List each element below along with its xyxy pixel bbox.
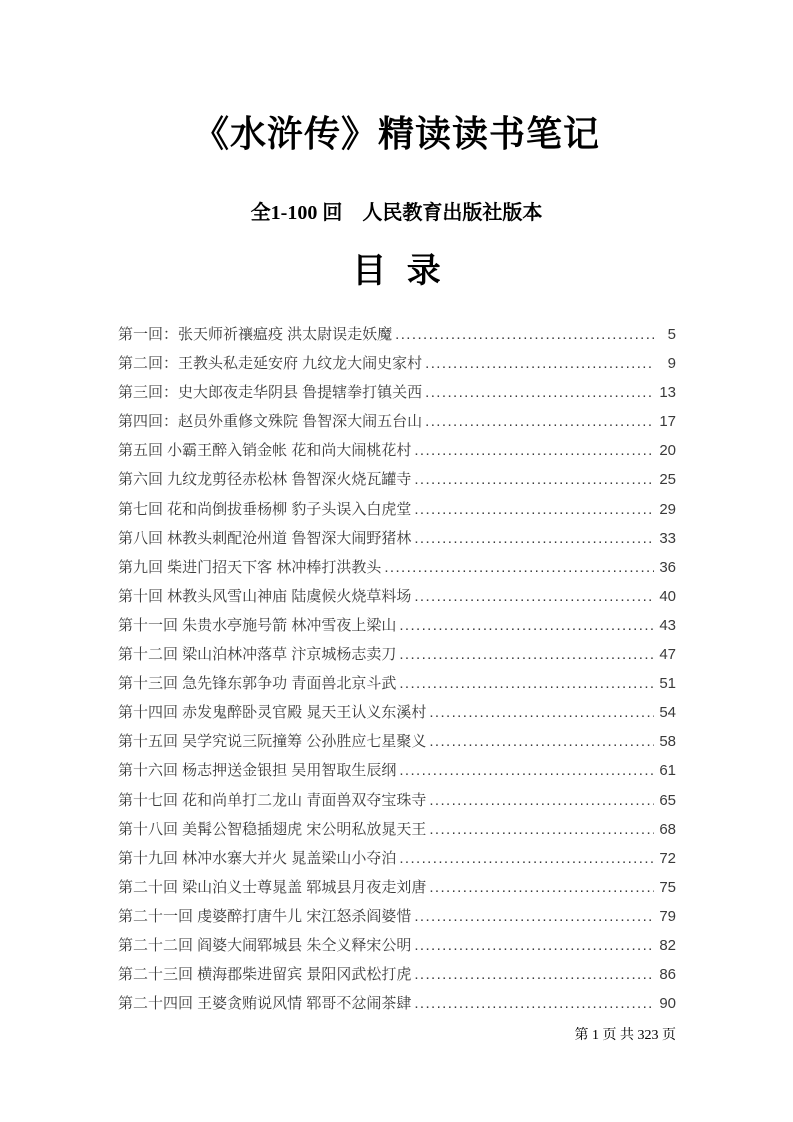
dot-leader bbox=[414, 495, 654, 524]
toc-entry-title: 第五回 小霸王醉入销金帐 花和尚大闹桃花村 bbox=[118, 442, 412, 460]
toc-entry-title: 第十三回 急先锋东郭争功 青面兽北京斗武 bbox=[118, 675, 397, 693]
toc-entry-title: 第九回 柴进门招天下客 林冲棒打洪教头 bbox=[118, 558, 382, 576]
dot-leader bbox=[414, 989, 654, 1018]
dot-leader bbox=[399, 669, 654, 698]
toc-entry-page-number: 33 bbox=[659, 529, 676, 547]
toc-entry[interactable] bbox=[118, 320, 676, 349]
toc-entry-title: 第二十回 梁山泊义士尊晁盖 郓城县月夜走刘唐 bbox=[118, 878, 427, 896]
dot-leader bbox=[429, 786, 654, 815]
toc-entry[interactable] bbox=[118, 553, 676, 582]
toc-entry-page-number: 79 bbox=[659, 907, 676, 925]
dot-leader bbox=[384, 553, 654, 582]
toc-entry-title: 第二十二回 阎婆大闹郓城县 朱仝义释宋公明 bbox=[118, 936, 412, 954]
toc-entry-title: 第四回：赵员外重修文殊院 鲁智深大闹五台山 bbox=[118, 413, 423, 431]
toc-entry-title: 第十二回 梁山泊林冲落草 汴京城杨志卖刀 bbox=[118, 646, 397, 664]
toc-entry-title: 第七回 花和尚倒拔垂杨柳 豹子头误入白虎堂 bbox=[118, 500, 412, 518]
toc-entry[interactable] bbox=[118, 815, 676, 844]
toc-entry[interactable] bbox=[118, 698, 676, 727]
toc-entry[interactable] bbox=[118, 844, 676, 873]
toc-entry[interactable] bbox=[118, 727, 676, 756]
toc-entry[interactable] bbox=[118, 669, 676, 698]
toc-entry[interactable] bbox=[118, 989, 676, 1018]
toc-entry-page-number: 20 bbox=[659, 442, 676, 460]
toc-entry[interactable] bbox=[118, 873, 676, 902]
toc-entry-page-number: 90 bbox=[659, 995, 676, 1013]
toc-entry-page-number: 36 bbox=[659, 558, 676, 576]
toc-entry-title: 第十六回 杨志押送金银担 吴用智取生辰纲 bbox=[118, 762, 397, 780]
toc-entry[interactable] bbox=[118, 407, 676, 436]
toc-entry[interactable] bbox=[118, 902, 676, 931]
toc-entry[interactable] bbox=[118, 960, 676, 989]
dot-leader bbox=[399, 611, 654, 640]
dot-leader bbox=[425, 378, 654, 407]
toc-entry-page-number: 61 bbox=[659, 762, 676, 780]
toc-entry-title: 第十九回 林冲水寨大并火 晁盖梁山小夺泊 bbox=[118, 849, 397, 867]
toc-entry-title: 第十四回 赤发鬼醉卧灵官殿 晁天王认义东溪村 bbox=[118, 704, 427, 722]
dot-leader bbox=[414, 960, 654, 989]
toc-entry-title: 第十五回 吴学究说三阮撞筹 公孙胜应七星聚义 bbox=[118, 733, 427, 751]
toc-entry-page-number: 68 bbox=[659, 820, 676, 838]
toc-entry-title: 第二十三回 横海郡柴进留宾 景阳冈武松打虎 bbox=[118, 966, 412, 984]
toc-entry-title: 第十八回 美髯公智稳插翅虎 宋公明私放晁天王 bbox=[118, 820, 427, 838]
toc-entry-page-number: 25 bbox=[659, 471, 676, 489]
toc-entry-page-number: 82 bbox=[659, 936, 676, 954]
dot-leader bbox=[414, 902, 654, 931]
toc-entry[interactable] bbox=[118, 465, 676, 494]
toc-entry-page-number: 17 bbox=[659, 413, 676, 431]
dot-leader bbox=[414, 436, 654, 465]
dot-leader bbox=[425, 407, 654, 436]
dot-leader bbox=[425, 349, 654, 378]
toc-entry-title: 第一回：张天师祈禳瘟疫 洪太尉误走妖魔 bbox=[118, 326, 393, 343]
toc-entry[interactable] bbox=[118, 582, 676, 611]
toc-entry[interactable] bbox=[118, 436, 676, 465]
dot-leader bbox=[414, 465, 654, 494]
toc-entry-title: 第八回 林教头刺配沧州道 鲁智深大闹野猪林 bbox=[118, 529, 412, 547]
dot-leader bbox=[399, 756, 654, 785]
toc-entry[interactable] bbox=[118, 495, 676, 524]
dot-leader bbox=[414, 524, 654, 553]
toc-entry-page-number: 54 bbox=[659, 704, 676, 722]
toc-entry[interactable] bbox=[118, 378, 676, 407]
dot-leader bbox=[395, 320, 654, 349]
toc-entry-title: 第六回 九纹龙剪径赤松林 鲁智深火烧瓦罐寺 bbox=[118, 471, 412, 489]
toc-entry-title: 第十七回 花和尚单打二龙山 青面兽双夺宝珠寺 bbox=[118, 791, 427, 809]
toc-entry-page-number: 75 bbox=[659, 878, 676, 896]
toc-entry-page-number: 29 bbox=[659, 500, 676, 518]
toc-entry[interactable] bbox=[118, 640, 676, 669]
toc-entry-title: 第十一回 朱贵水亭施号箭 林冲雪夜上梁山 bbox=[118, 616, 397, 634]
toc-entry-page-number: 5 bbox=[667, 326, 676, 343]
toc-entry-page-number: 40 bbox=[659, 587, 676, 605]
toc-entry-title: 第二回：王教头私走延安府 九纹龙大闹史家村 bbox=[118, 355, 423, 373]
toc-list bbox=[118, 320, 676, 1018]
toc-entry-page-number: 86 bbox=[659, 966, 676, 984]
document-subtitle: 全1-100 回 人民教育出版社版本 bbox=[250, 202, 543, 224]
toc-entry[interactable] bbox=[118, 611, 676, 640]
document-title: 《水浒传》精读读书笔记 bbox=[192, 114, 600, 154]
toc-entry-page-number: 72 bbox=[659, 849, 676, 867]
page-number-footer: 第 1 页 共 323 页 bbox=[574, 1028, 676, 1043]
toc-entry-title: 第十回 林教头风雪山神庙 陆虞候火烧草料场 bbox=[118, 587, 412, 605]
toc-entry[interactable] bbox=[118, 931, 676, 960]
toc-entry-page-number: 9 bbox=[667, 355, 676, 373]
dot-leader bbox=[414, 931, 654, 960]
toc-entry-page-number: 65 bbox=[659, 791, 676, 809]
toc-entry-page-number: 47 bbox=[659, 646, 676, 664]
toc-entry[interactable] bbox=[118, 349, 676, 378]
dot-leader bbox=[429, 815, 654, 844]
toc-entry-title: 第二十一回 虔婆醉打唐牛儿 宋江怒杀阎婆惜 bbox=[118, 907, 412, 925]
dot-leader bbox=[414, 582, 654, 611]
dot-leader bbox=[429, 873, 654, 902]
dot-leader bbox=[429, 698, 654, 727]
toc-entry-page-number: 43 bbox=[659, 616, 676, 634]
toc-entry[interactable] bbox=[118, 786, 676, 815]
toc-entry-title: 第三回：史大郎夜走华阴县 鲁提辖拳打镇关西 bbox=[118, 384, 423, 402]
dot-leader bbox=[429, 727, 654, 756]
toc-entry-page-number: 58 bbox=[659, 733, 676, 751]
dot-leader bbox=[399, 640, 654, 669]
toc-entry[interactable] bbox=[118, 524, 676, 553]
toc-entry-page-number: 51 bbox=[659, 675, 676, 693]
toc-entry[interactable] bbox=[118, 756, 676, 785]
toc-entry-page-number: 13 bbox=[659, 384, 676, 402]
toc-entry-title: 第二十四回 王婆贪贿说风情 郓哥不忿闹茶肆 bbox=[118, 995, 412, 1013]
dot-leader bbox=[399, 844, 654, 873]
toc-heading: 目 录 bbox=[352, 253, 441, 290]
